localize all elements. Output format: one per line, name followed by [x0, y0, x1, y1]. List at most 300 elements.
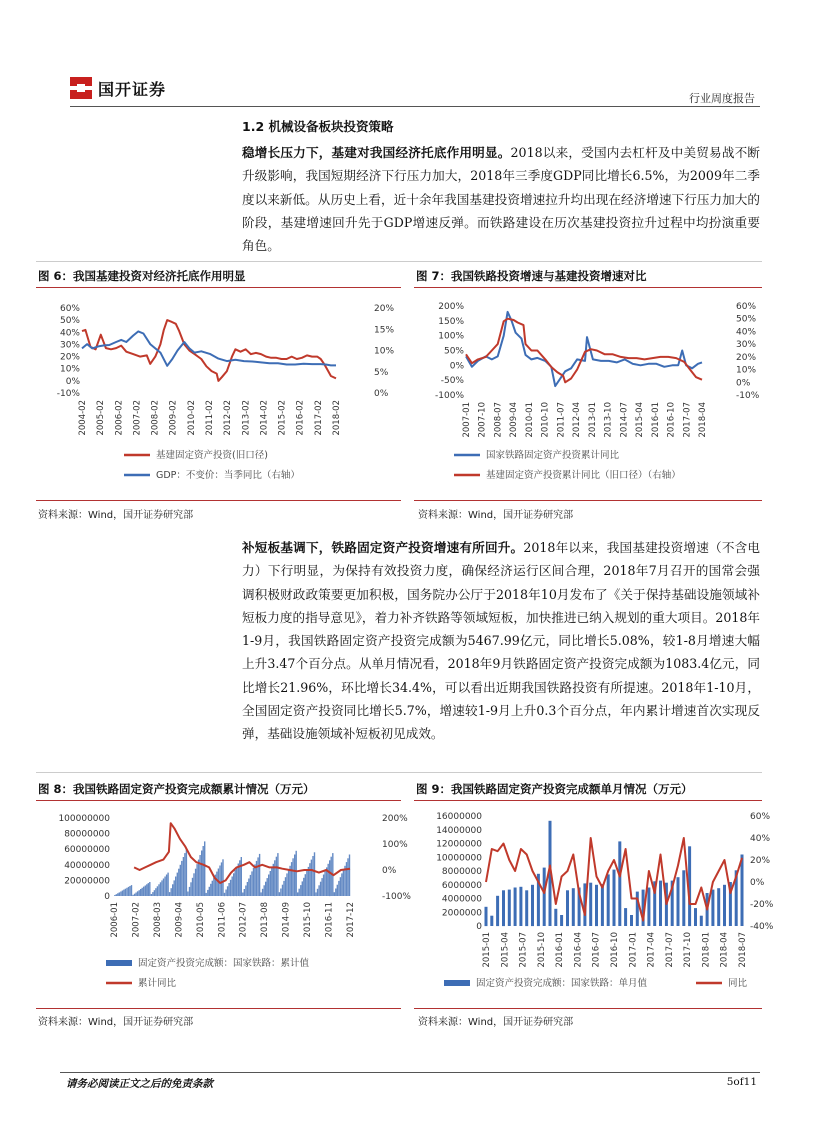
- fig8-x-tick-label: 2017-12: [346, 902, 356, 938]
- fig7-left-tick-label: 200%: [438, 302, 464, 312]
- fig8-bar: [209, 887, 210, 896]
- fig7-x-tick-label: 2012-04: [572, 402, 583, 438]
- fig7-right-tick-label: 10%: [736, 365, 757, 376]
- fig9-right-tick-label: -20%: [750, 900, 774, 910]
- fig8-x-tick-label: 2015-10: [303, 902, 314, 938]
- fig8-bar: [335, 889, 336, 897]
- fig7-left-tick-label: 0%: [449, 361, 464, 372]
- fig8-bar: [122, 891, 123, 897]
- fig8-bar: [314, 852, 315, 896]
- fig8-bar: [207, 890, 208, 896]
- fig8-bar: [171, 888, 172, 896]
- fig8-bar: [129, 886, 130, 896]
- fig8-right-tick-label: 100%: [382, 840, 408, 850]
- fig9-x-tick-label: 2018-07: [738, 932, 748, 968]
- fig8-bar: [257, 857, 258, 896]
- fig8-bar: [311, 860, 312, 896]
- fig8-bar: [273, 864, 274, 896]
- fig8-bar: [236, 867, 237, 896]
- fig8-bar: [201, 851, 202, 897]
- fig7-right-tick-label: 30%: [736, 340, 757, 351]
- fig8-bar: [193, 873, 194, 896]
- fig9-bar: [694, 908, 697, 926]
- fig6-x-tick-label: 2017-02: [313, 400, 324, 436]
- fig8-title-rule: [36, 800, 401, 801]
- fig9-x-tick-label: 2015-04: [500, 932, 511, 968]
- fig8-bar: [184, 853, 185, 896]
- fig8-bar: [267, 878, 268, 896]
- fig6-right-tick-label: 0%: [374, 389, 389, 399]
- fig8-bar: [181, 861, 182, 896]
- fig7-right-tick-label: 40%: [736, 327, 757, 338]
- fig9-bar: [613, 870, 616, 926]
- fig9-right-tick-label: 20%: [750, 856, 771, 866]
- fig9-x-tick-label: 2017-07: [664, 932, 675, 968]
- fig6-left-tick-label: 0%: [65, 376, 80, 387]
- fig9-x-tick-label: 2016-07: [591, 932, 602, 968]
- fig8-left-tick-label: 40000000: [64, 860, 110, 871]
- fig8-bar: [227, 886, 228, 896]
- fig9-bar: [490, 916, 493, 926]
- fig6-left-tick-label: -10%: [56, 389, 80, 399]
- fig9-x-tick-label: 2016-01: [555, 932, 566, 968]
- fig9-left-tick-label: 6000000: [441, 880, 482, 891]
- fig8-bar: [264, 885, 265, 896]
- fig8-bar: [250, 875, 251, 896]
- fig7-x-tick-label: 2017-07: [682, 402, 693, 438]
- fig6-right-tick-label: 5%: [374, 367, 389, 378]
- fig8-bar: [213, 878, 214, 896]
- header-rule: [70, 106, 760, 107]
- fig7-right-tick-label: 50%: [736, 314, 757, 325]
- fig8-bar: [306, 871, 307, 897]
- fig-row2-top-rule: [36, 772, 762, 773]
- fig6-right-tick-label: 10%: [374, 346, 395, 357]
- fig8-bar: [126, 888, 127, 896]
- fig6-left-tick-label: 40%: [59, 328, 80, 339]
- fig8-bar: [117, 893, 118, 896]
- fig8-bar: [296, 851, 297, 896]
- fig8-x-tick-label: 2010-05: [195, 902, 206, 938]
- fig9-bar: [572, 888, 575, 926]
- fig8-left-tick-label: 60000000: [64, 845, 110, 856]
- fig8-bar: [294, 855, 295, 897]
- fig9-title: 图 9：我国铁路固定资产投资完成额单月情况（万元）: [416, 782, 693, 796]
- fig8-bar: [192, 878, 193, 896]
- fig8-bar: [228, 883, 229, 896]
- fig8-bar: [131, 885, 132, 896]
- fig8-bar: [253, 868, 254, 896]
- fig7-x-tick-label: 2007-10: [477, 402, 488, 438]
- fig7-x-tick-label: 2010-01: [524, 402, 535, 438]
- fig9-x-tick-label: 2015-01: [482, 932, 492, 968]
- fig8-bar: [196, 864, 197, 896]
- fig9-left-tick-label: 10000000: [436, 853, 482, 864]
- fig7-legend-label: 国家铁路固定资产投资累计同比: [486, 450, 620, 461]
- fig9-bar: [485, 907, 488, 926]
- fig8-bar: [167, 873, 168, 896]
- fig6-right-tick-label: 20%: [374, 304, 395, 314]
- fig8-bar: [233, 873, 234, 896]
- fig7-title-rule: [414, 287, 762, 288]
- fig8-bar: [187, 892, 188, 897]
- fig7-x-tick-label: 2010-10: [540, 402, 551, 438]
- fig9-bar: [560, 915, 563, 926]
- fig9-left-tick-label: 8000000: [441, 867, 482, 877]
- fig8-bar: [262, 889, 263, 896]
- paragraph-2: [242, 536, 760, 746]
- fig9-bar: [566, 890, 569, 926]
- fig8-bar: [323, 875, 324, 897]
- fig7-x-tick-label: 2011-07: [556, 402, 567, 438]
- fig7-x-tick-label: 2018-04: [698, 402, 708, 438]
- fig6-x-tick-label: 2005-02: [96, 400, 107, 436]
- fig8-bar: [232, 877, 233, 897]
- fig8-bar: [303, 878, 304, 896]
- fig9-bar: [601, 884, 604, 926]
- fig9-bar: [525, 890, 528, 926]
- fig8-left-tick-label: 0: [104, 892, 110, 902]
- fig8-bar: [346, 862, 347, 896]
- fig8-bar: [235, 870, 236, 896]
- fig8-bar: [297, 892, 298, 896]
- fig8-right-tick-label: 0%: [382, 866, 397, 876]
- paragraph-1-lead: 稳增长压力下，基建对我国经济托底作用明显。: [242, 145, 511, 160]
- fig8-bar: [254, 864, 255, 896]
- footer-disclaimer: 请务必阅读正文之后的免责条款: [66, 1078, 213, 1090]
- fig8-bar: [145, 886, 146, 897]
- fig8-bar: [164, 877, 165, 897]
- fig8-bar: [225, 890, 226, 897]
- fig8-x-tick-label: 2007-02: [131, 902, 142, 938]
- fig8-bar: [149, 882, 150, 896]
- fig8-bar: [154, 890, 155, 896]
- fig7-x-tick-label: 2014-07: [619, 402, 630, 438]
- fig6-x-tick-label: 2013-02: [241, 400, 252, 436]
- fig9-bar: [519, 887, 522, 926]
- fig7-x-tick-label: 2009-04: [509, 402, 520, 438]
- fig9-bottom-rule: [414, 1008, 762, 1009]
- fig6-left-tick-label: 30%: [59, 340, 80, 351]
- fig8-bar: [280, 889, 281, 897]
- fig8-bar: [174, 880, 175, 896]
- fig8-bar: [238, 864, 239, 897]
- fig7-left-tick-label: -100%: [435, 391, 464, 401]
- fig8-legend-label: 固定资产投资完成额：国家铁路：累计值: [138, 958, 310, 969]
- fig9-chart: [414, 804, 774, 1006]
- fig8-bar: [259, 854, 260, 896]
- fig9-legend-label: 固定资产投资完成额：国家铁路：单月值: [476, 978, 648, 989]
- fig9-bar: [618, 841, 621, 926]
- fig9-x-tick-label: 2015-07: [518, 932, 529, 968]
- fig8-bar: [244, 889, 245, 896]
- fig8-bar: [343, 870, 344, 896]
- fig8-bar: [142, 888, 143, 896]
- fig8-bar: [337, 885, 338, 896]
- fig8-bar: [324, 871, 325, 896]
- fig8-bar: [245, 886, 246, 897]
- fig8-bar: [270, 871, 271, 896]
- fig8-bar: [180, 865, 181, 896]
- fig8-bar: [189, 887, 190, 896]
- fig9-bar: [508, 890, 511, 926]
- fig8-bar: [206, 893, 207, 896]
- fig9-bar: [682, 870, 685, 926]
- fig8-bar: [312, 856, 313, 896]
- fig8-bar: [199, 855, 200, 896]
- fig8-x-tick-label: 2016-11: [324, 902, 335, 938]
- fig6-left-tick-label: 10%: [59, 364, 80, 375]
- fig9-left-tick-label: 4000000: [441, 894, 482, 905]
- fig-row1-top-rule: [36, 261, 762, 262]
- fig9-bar: [607, 874, 610, 926]
- fig9-x-tick-label: 2017-01: [628, 932, 639, 968]
- fig6-title-rule: [36, 287, 401, 288]
- logo-icon: [70, 77, 92, 99]
- fig8-legend-label: 累计同比: [138, 978, 177, 989]
- fig6-x-tick-label: 2011-02: [205, 400, 215, 436]
- fig7-bottom-rule: [414, 500, 762, 501]
- fig8-x-tick-label: 2006-01: [110, 902, 120, 938]
- fig6-title: 图 6：我国基建投资对经济托底作用明显: [38, 269, 246, 283]
- fig9-bar: [700, 916, 703, 926]
- fig8-bar: [285, 877, 286, 896]
- fig9-legend-swatch: [444, 980, 470, 986]
- fig8-bar: [248, 879, 249, 897]
- fig9-x-tick-label: 2018-01: [701, 932, 712, 968]
- fig8-bar: [114, 895, 115, 896]
- fig9-bar: [659, 881, 662, 926]
- fig9-bar: [496, 896, 499, 926]
- fig6-x-tick-label: 2009-02: [168, 400, 179, 436]
- paragraph-2-body: 2018年以来，我国基建投资增速（不含电力）下行明显，为保持有效投资力度，确保经济运行区间合理，2018年7月召开的国常会强调积极财政政策要更加积极，国务院办公厅于2018年10月发布了《关于保持基础设施领域补短板力度的指导意见》，着力补齐铁路等领域短板，加快推进已纳入规划的重大项目。2018年1-9月，我国铁路固定资产投资完成额为5467.99亿元，同比增长5.08%，较1-8月增速大幅上升3.47个百分点。从单月情况看，2018年9月铁路固定资产投资完成额为1083.4亿元，同比增长21.96%，环比增长34.4%，可以看出近期我国铁路投资有所提速。2018年1-10月，全国固定资产投资同比增长5.7%，增速较1-9月上升0.3个百分点，年内累计增速首次实现反弹，基础设施领域补短板初见成效。: [242, 540, 760, 742]
- fig8-bar: [292, 858, 293, 896]
- fig8-x-tick-label: 2009-04: [174, 902, 185, 938]
- fig8-legend-swatch: [106, 960, 132, 966]
- fig7-chart: [414, 292, 762, 498]
- fig8-bar: [338, 881, 339, 896]
- fig8-x-tick-label: 2011-06: [217, 902, 228, 938]
- fig8-bar: [308, 867, 309, 896]
- fig9-bar: [531, 885, 534, 926]
- fig7-left-tick-label: 150%: [438, 316, 464, 327]
- fig8-source: 资料来源：Wind，国开证券研究部: [38, 1017, 194, 1028]
- fig7-x-tick-label: 2016-10: [666, 402, 677, 438]
- fig8-bar: [279, 892, 280, 896]
- fig8-chart: [36, 804, 411, 1006]
- fig9-bar: [647, 888, 650, 927]
- fig7-right-tick-label: 20%: [736, 352, 757, 363]
- fig8-bar: [190, 882, 191, 896]
- fig6-x-tick-label: 2014-02: [259, 400, 270, 436]
- fig8-bar: [183, 857, 184, 896]
- fig6-legend-label: 基建固定资产投资(旧口径): [156, 450, 268, 461]
- fig6-x-tick-label: 2008-02: [150, 400, 161, 436]
- fig8-bar: [274, 860, 275, 896]
- section-title: 1.2 机械设备板块投资策略: [242, 119, 394, 134]
- fig8-bar: [321, 878, 322, 896]
- fig8-bar: [317, 889, 318, 896]
- fig8-bar: [328, 864, 329, 896]
- fig7-source: 资料来源：Wind，国开证券研究部: [418, 510, 574, 521]
- fig7-x-tick-label: 2015-04: [635, 402, 646, 438]
- fig9-x-tick-label: 2017-10: [683, 932, 694, 968]
- fig9-bar: [677, 877, 680, 926]
- fig9-left-tick-label: 16000000: [436, 812, 482, 822]
- fig9-x-tick-label: 2017-04: [646, 932, 657, 968]
- fig6-chart: [36, 292, 401, 498]
- fig6-source: 资料来源：Wind，国开证券研究部: [38, 510, 194, 521]
- fig6-series-line: [82, 320, 336, 381]
- fig8-bar: [221, 862, 222, 896]
- fig9-right-tick-label: 40%: [750, 834, 771, 844]
- paragraph-2-lead: 补短板基调下，铁路固定资产投资增速有所回升。: [242, 540, 524, 555]
- fig8-bar: [160, 882, 161, 896]
- fig7-right-tick-label: 60%: [736, 302, 757, 312]
- fig8-left-tick-label: 100000000: [58, 814, 110, 824]
- fig6-x-tick-label: 2010-02: [186, 400, 197, 436]
- fig8-bar: [140, 889, 141, 896]
- fig7-left-tick-label: 50%: [443, 346, 464, 357]
- fig9-x-tick-label: 2016-04: [573, 932, 584, 968]
- logo: [70, 77, 92, 99]
- fig9-bar: [589, 883, 592, 926]
- fig8-right-tick-label: 200%: [382, 814, 408, 824]
- fig6-left-tick-label: 20%: [59, 352, 80, 363]
- footer-rule: [60, 1072, 760, 1073]
- fig6-left-tick-label: 50%: [59, 316, 80, 327]
- fig8-bar: [119, 892, 120, 896]
- fig7-right-tick-label: 0%: [736, 378, 751, 389]
- fig8-bar: [177, 873, 178, 896]
- fig8-bar: [347, 858, 348, 896]
- fig7-series-line: [466, 312, 702, 386]
- fig6-x-tick-label: 2015-02: [277, 400, 288, 436]
- fig9-right-tick-label: 0%: [750, 878, 765, 888]
- fig8-x-tick-label: 2013-08: [260, 902, 271, 938]
- fig6-legend-label: GDP：不变价：当季同比（右轴）: [156, 470, 300, 481]
- fig8-bar: [260, 892, 261, 896]
- fig8-left-tick-label: 80000000: [64, 829, 110, 840]
- fig8-bar: [318, 885, 319, 896]
- fig8-x-tick-label: 2014-09: [281, 902, 292, 938]
- fig7-legend-label: 基建固定资产投资累计同比（旧口径）（右轴）: [486, 470, 681, 481]
- fig7-x-tick-label: 2008-07: [493, 402, 504, 438]
- fig8-bar: [282, 885, 283, 896]
- fig9-bar: [636, 892, 639, 926]
- fig8-bar: [222, 859, 223, 896]
- fig9-bar: [723, 885, 726, 926]
- fig9-x-tick-label: 2016-10: [610, 932, 620, 968]
- fig8-bar: [195, 869, 196, 896]
- fig9-bar: [554, 909, 557, 926]
- fig9-bar: [717, 888, 720, 926]
- fig8-bar: [172, 884, 173, 896]
- fig8-bar: [178, 869, 179, 896]
- fig9-legend-label: 同比: [728, 978, 748, 989]
- fig8-bar: [204, 841, 205, 896]
- fig8-bar: [128, 887, 129, 896]
- fig8-bar: [116, 894, 117, 896]
- fig8-bar: [309, 863, 310, 896]
- fig8-bar: [175, 877, 176, 897]
- fig9-left-tick-label: 14000000: [436, 825, 482, 836]
- fig8-bar: [143, 887, 144, 896]
- fig9-bar: [502, 890, 505, 926]
- fig8-bar: [329, 860, 330, 896]
- fig8-bar: [146, 884, 147, 896]
- fig8-bar: [299, 889, 300, 896]
- fig9-bar: [711, 890, 714, 926]
- fig8-x-tick-label: 2012-07: [238, 902, 249, 938]
- fig8-bar: [286, 873, 287, 896]
- fig8-right-tick-label: -100%: [382, 892, 411, 902]
- fig8-series-line: [134, 823, 350, 883]
- fig8-bar: [268, 875, 269, 897]
- fig8-bar: [340, 877, 341, 896]
- fig8-bar: [137, 891, 138, 896]
- fig8-bar: [212, 881, 213, 896]
- fig7-left-tick-label: -50%: [440, 376, 464, 387]
- fig8-bar: [152, 892, 153, 896]
- fig8-bar: [276, 857, 277, 896]
- fig8-bar: [241, 857, 242, 896]
- fig8-bar: [132, 895, 133, 896]
- fig8-bar: [198, 860, 199, 896]
- fig8-bar: [271, 867, 272, 896]
- fig8-bar: [288, 870, 289, 896]
- fig8-bar: [169, 892, 170, 896]
- fig6-x-tick-label: 2012-02: [223, 400, 234, 436]
- fig8-bar: [186, 849, 187, 896]
- fig8-bar: [125, 889, 126, 896]
- fig7-x-tick-label: 2016-01: [650, 402, 661, 438]
- paragraph-1-body: 2018以来，受国内去杠杆及中美贸易战不断升级影响，我国短期经济下行压力加大，2018年三季度GDP同比增长6.5%，为2009年二季度以来新低。从历史上看，近十余年我国基建投资增速拉升均出现在经济增速下行压力加大的阶段，基建增速回升先于GDP增速反弹。而铁路建设在历次基建投资拉升过程中均扮演重要角色。: [242, 145, 760, 254]
- fig7-left-tick-label: 100%: [438, 331, 464, 342]
- fig6-series-line: [82, 331, 336, 365]
- fig6-x-tick-label: 2016-02: [295, 400, 306, 436]
- fig8-bar: [224, 893, 225, 896]
- paragraph-1: [242, 141, 760, 257]
- fig8-bar: [216, 872, 217, 896]
- fig7-x-tick-label: 2007-01: [462, 402, 472, 438]
- logo-text: 国开证券: [98, 80, 167, 99]
- fig7-x-tick-label: 2013-01: [587, 402, 598, 438]
- fig8-bottom-rule: [36, 1008, 401, 1009]
- fig8-bar: [349, 855, 350, 897]
- fig8-bar: [151, 894, 152, 896]
- fig6-x-tick-label: 2004-02: [78, 400, 88, 436]
- report-type: 行业周度报告: [689, 92, 755, 105]
- fig9-right-tick-label: -40%: [750, 922, 774, 932]
- fig9-right-tick-label: 60%: [750, 812, 771, 822]
- fig8-bar: [320, 882, 321, 896]
- fig8-bar: [277, 853, 278, 896]
- fig8-bar: [158, 884, 159, 896]
- fig8-bar: [265, 882, 266, 896]
- fig8-bar: [230, 880, 231, 896]
- fig8-bar: [163, 879, 164, 897]
- fig8-bar: [203, 846, 204, 896]
- fig8-bar: [331, 857, 332, 896]
- fig7-right-tick-label: -10%: [736, 391, 760, 401]
- fig8-bar: [251, 871, 252, 896]
- fig8-bar: [247, 882, 248, 896]
- fig6-bottom-rule: [36, 500, 401, 501]
- fig8-bar: [123, 890, 124, 896]
- fig8-bar: [157, 886, 158, 896]
- fig8-left-tick-label: 20000000: [64, 876, 110, 887]
